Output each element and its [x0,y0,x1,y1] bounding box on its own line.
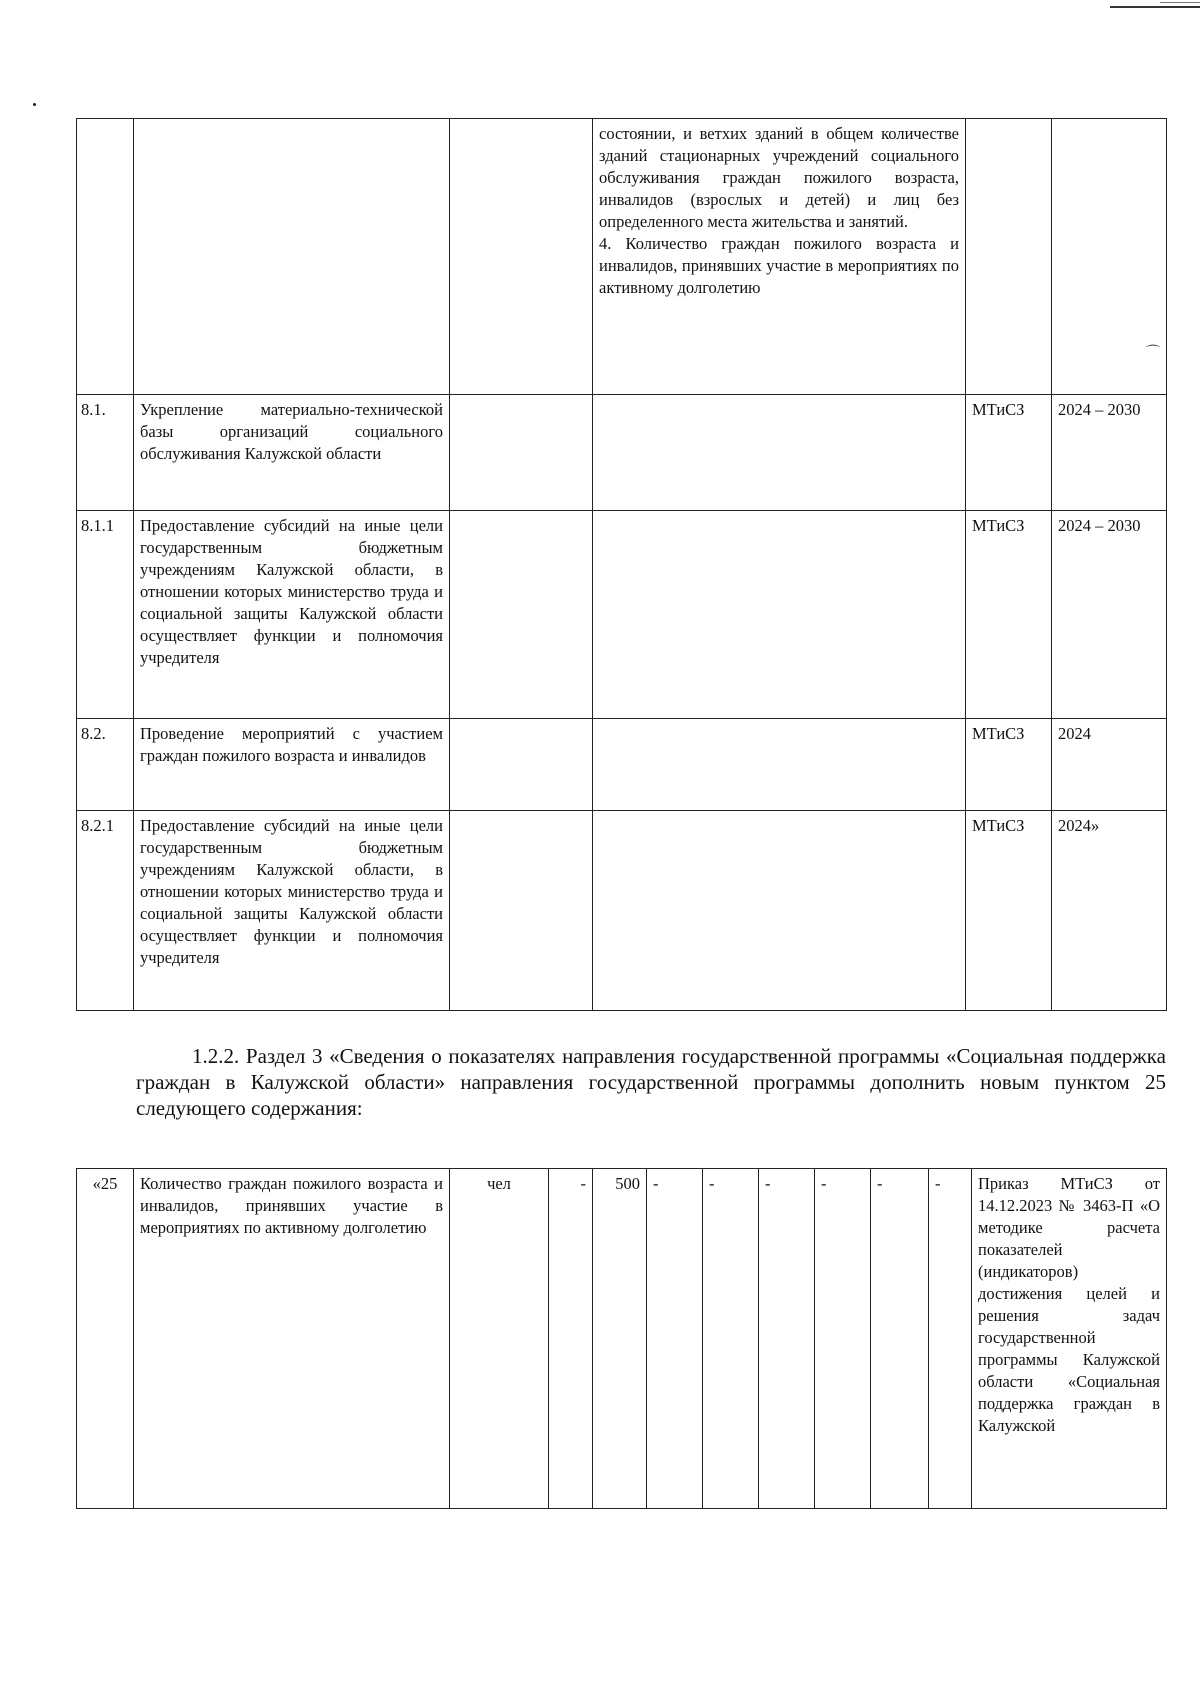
cell-empty [77,119,134,395]
value-cell: 500 [593,1169,647,1509]
cell-empty [450,811,593,1011]
cell-empty [593,719,966,811]
corner-line [1110,6,1200,8]
cell-empty [593,811,966,1011]
cell-empty [966,119,1052,395]
indicators-cell [593,119,966,395]
program-activities-table [76,118,1167,1011]
indicator-name: Количество граждан пожилого возраста и инвалидов, принявших участие в мероприятиях по активному долголетию [134,1169,450,1509]
cell-mark [1052,119,1167,395]
indicator-item-4: 4. Количество граждан пожилого возраста и инвалидов, принявших участие в мероприятиях по активному долголетию [599,234,959,297]
handwritten-mark: ⌒ [1146,346,1160,361]
unit: чел [450,1169,549,1509]
cell-empty [593,395,966,511]
table-row [77,1169,1167,1509]
cell-empty [134,119,450,395]
row-number: «25 [77,1169,134,1509]
indicator-text: состоянии, и ветхих зданий в общем количестве зданий стационарных учреждений социального обслуживания граждан пожилого возраста, инвалидов (взрослых и детей) и лиц без определенного места жительства и занятий. [599,124,959,231]
activity-name: Предоставление субсидий на иные цели государственным бюджетным учреждениям Калужской области, в отношении которых министерство труда и социальной защиты Калужской области осуществляет функции и полномочия учредителя [134,811,450,1011]
row-number: 8.2. [77,719,134,811]
paragraph-text: 1.2.2. Раздел 3 «Сведения о показателях направления государственной программы «Социальная поддержка граждан в Калужской области» направления государственной программы дополнить новым пунктом 25 следующего содержания: [136,1044,1166,1120]
responsible-org: МТиСЗ [966,395,1052,511]
scan-dot [33,103,36,106]
cell-empty [450,719,593,811]
table-row [77,395,1167,511]
responsible-org: МТиСЗ [966,719,1052,811]
years: 2024 – 2030 [1052,395,1167,511]
table-row [77,511,1167,719]
table-row [77,119,1167,395]
years: 2024» [1052,811,1167,1011]
row-number: 8.2.1 [77,811,134,1011]
row-number: 8.1. [77,395,134,511]
table-row [77,719,1167,811]
cell-empty [450,119,593,395]
years: 2024 – 2030 [1052,511,1167,719]
value-cell: - [647,1169,703,1509]
cell-empty [450,395,593,511]
indicators-table [76,1168,1167,1509]
responsible-org: МТиСЗ [966,811,1052,1011]
years: 2024 [1052,719,1167,811]
table-row [77,811,1167,1011]
value-cell: - [929,1169,972,1509]
value-cell: - [703,1169,759,1509]
corner-line-thin [1160,2,1200,3]
amendment-paragraph [136,1043,1166,1121]
activity-name: Укрепление материально-технической базы организаций социального обслуживания Калужской области [134,395,450,511]
cell-empty [450,511,593,719]
activity-name: Проведение мероприятий с участием граждан пожилого возраста и инвалидов [134,719,450,811]
value-cell: - [549,1169,593,1509]
source-document: Приказ МТиСЗ от 14.12.2023 № 3463-П «О методике расчета показателей (индикаторов) достижения целей и решения задач государственной программы Калужской области «Социальная поддержка граждан в Калужской [972,1169,1167,1509]
responsible-org: МТиСЗ [966,511,1052,719]
value-cell: - [815,1169,871,1509]
row-number: 8.1.1 [77,511,134,719]
activity-name: Предоставление субсидий на иные цели государственным бюджетным учреждениям Калужской области, в отношении которых министерство труда и социальной защиты Калужской области осуществляет функции и полномочия учредителя [134,511,450,719]
value-cell: - [759,1169,815,1509]
cell-empty [593,511,966,719]
value-cell: - [871,1169,929,1509]
